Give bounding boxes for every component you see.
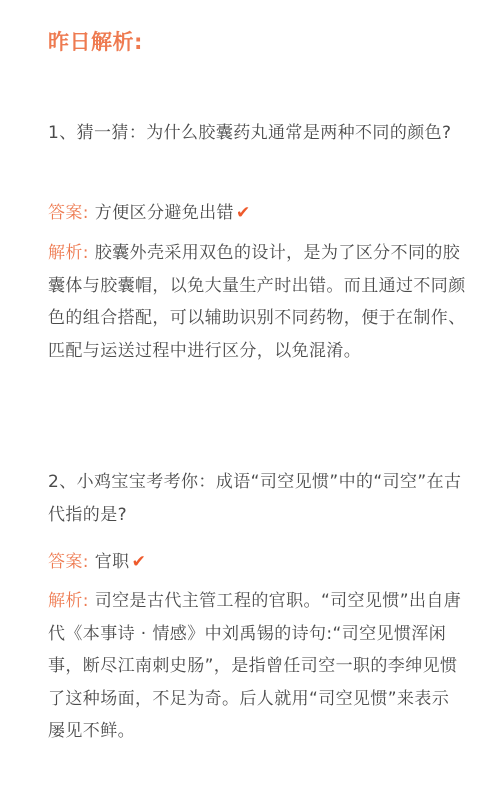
answer-label: 答案:: [48, 552, 89, 572]
explanation-1: [48, 237, 466, 367]
answer-label: 答案:: [48, 203, 89, 223]
question-2: 2、小鸡宝宝考考你：成语“司空见惯”中的“司空”在古代指的是?: [48, 472, 462, 525]
checkmark-icon: ✔: [235, 203, 251, 223]
explanation-label: 解析:: [48, 591, 89, 611]
explanation-text: 司空是古代主管工程的官职。“司空见惯”出自唐代《本事诗 · 情感》中刘禹锡的诗句:“司空见惯浑闲事，断尽江南刺史肠”，是指曾任司空一职的李绅见惯了这种场面，不足为奇。后人就用“司空见惯”来表示屡见不鲜。: [48, 591, 462, 741]
answer-text: 方便区分避免出错: [94, 203, 234, 223]
explanation-2: [48, 585, 466, 748]
page-title: 昨日解析:: [48, 30, 143, 54]
answer-1: [48, 197, 466, 230]
answer-2: [48, 546, 466, 579]
explanation-text: 胶囊外壳采用双色的设计，是为了区分不同的胶囊体与胶囊帽，以免大量生产时出错。而且通过不同颜色的组合搭配，可以辅助识别不同药物，便于在制作、匹配与运送过程中进行区分，以免混淆。: [48, 243, 466, 361]
answer-text: 官职: [94, 552, 130, 572]
checkmark-icon: ✔: [131, 552, 147, 572]
explanation-label: 解析:: [48, 243, 89, 263]
question-1: 1、猜一猜：为什么胶囊药丸通常是两种不同的颜色?: [48, 123, 452, 143]
